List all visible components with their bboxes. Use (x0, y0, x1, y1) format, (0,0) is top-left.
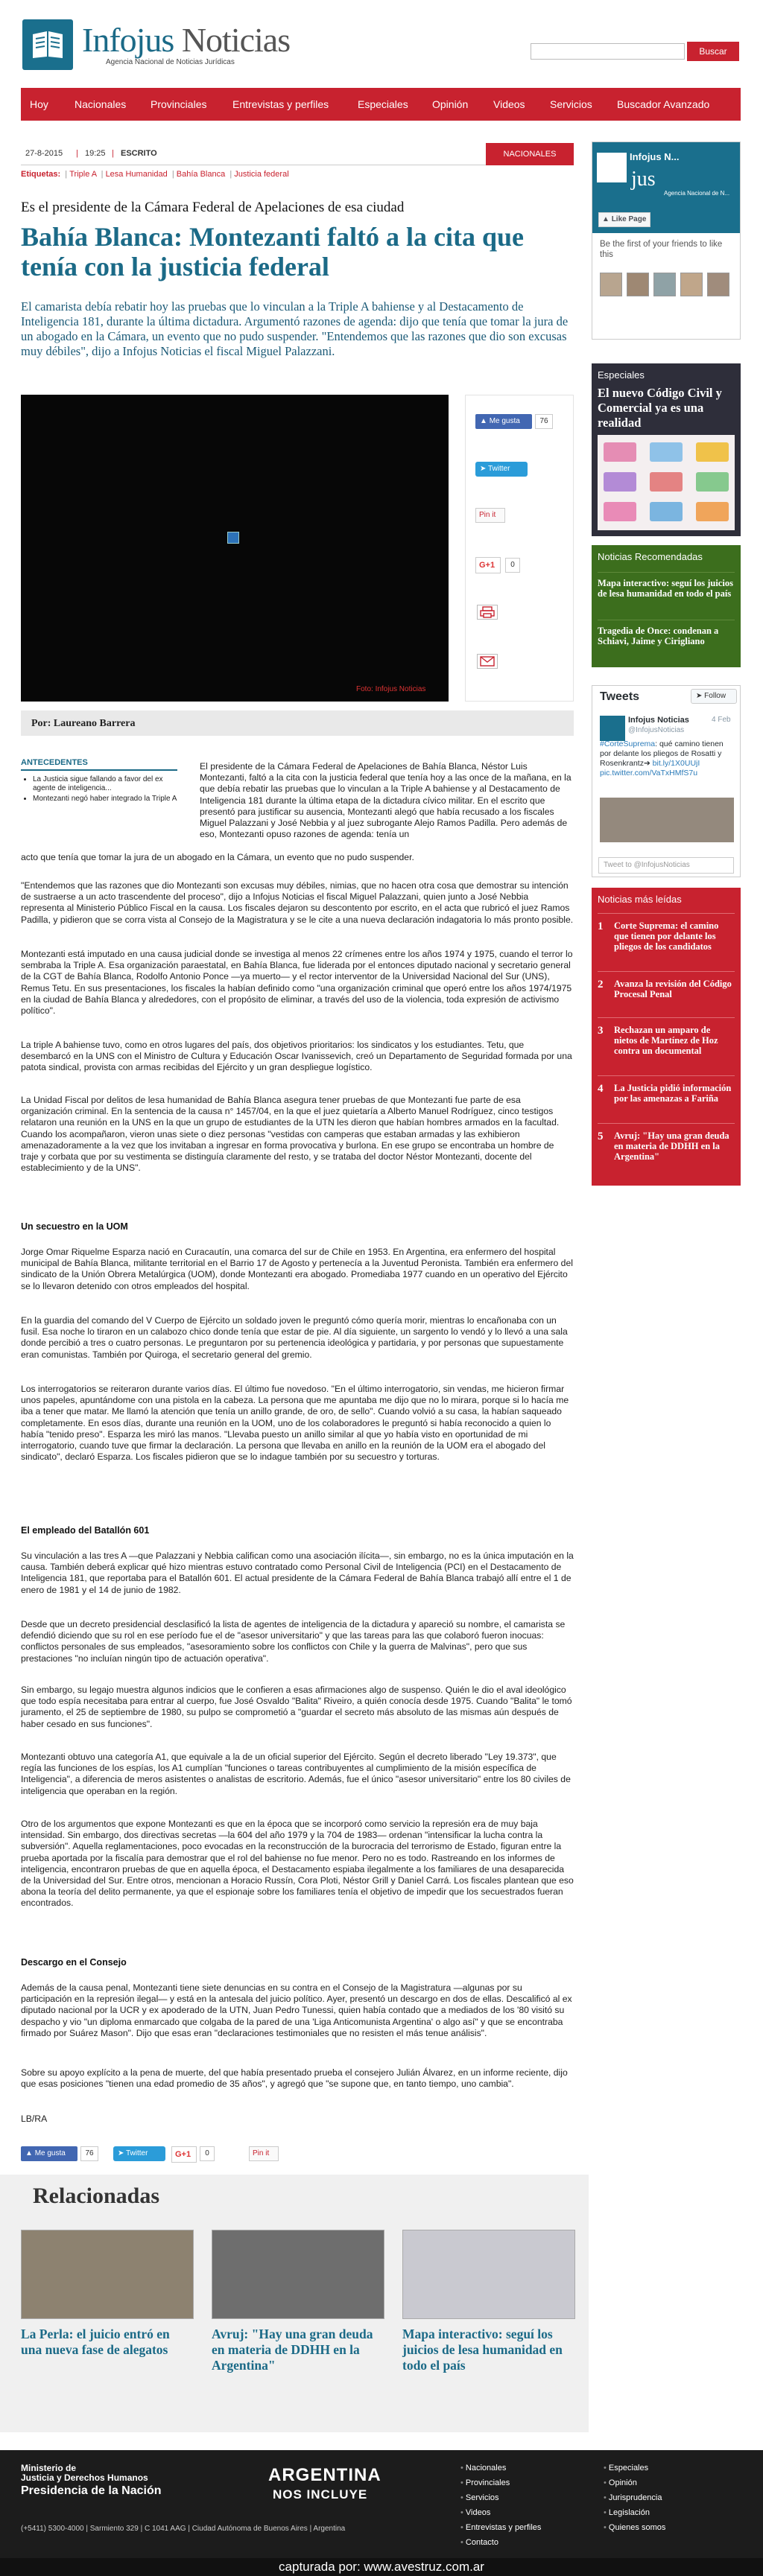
article-date: 27-8-2015 (25, 149, 63, 158)
avatar[interactable] (627, 273, 649, 296)
mas-leida-item[interactable]: 4 La Justicia pidió información por las amenazas a Fariña (598, 1083, 732, 1104)
related-card[interactable] (212, 2230, 384, 2373)
paragraph: Sin embargo, su legajo muestra algunos indicios que le confieren a esas afirmaciones algo de suspenso. Quién le dio el aval ideológico que todo espía necesitaba para entrar al cuerpo, fue José Osvaldo "Balita" Riveiro, a quién conocía desde 1975. Cuando "Balita" le tomó juramento, el 25 de septiembre de 1980, su pulpo se comprometió a "guardar el secreto más absoluto de las mismas aún después de haber cesado en sus funciones". (21, 1685, 572, 1729)
paragraph: Montezanti obtuvo una categoría A1, que equivale a la de un oficial superior del Ejército. Según el decreto liberado "Ley 19.373", que regía las funciones de los espías, los A1 cumplían "funciones o tareas contribuyentes al cumplimiento de la misión específica de Inteligencia", a diferencia de meros asistentes o analistas de escritorio. Además, fue el único "asesor universitario" entre los 80 civiles de inteligencia que operaban en la región. (21, 1752, 571, 1796)
pinterest-button[interactable]: Pin it (475, 508, 505, 523)
related-image[interactable] (212, 2230, 384, 2319)
article-time: 19:25 (85, 149, 106, 158)
paragraph: En la guardia del comando del V Cuerpo de Ejército un soldado joven le preguntó cómo quería morir, mientras lo encañonaba con un fusil. Esa noche lo tiraron en un calabozo chico donde tenía que estar de pie. Al día siguiente, un sargento lo vendó y lo llevó a una sala donde percibió a tres o cuatro personas. Le preguntaron por su pertenencia ideológica y partidaria, y por personas que supuestamente eran comunistas. También por Quiroga, el secretario general del gremio. (21, 1315, 568, 1360)
footer-link[interactable]: • Videos (460, 2508, 491, 2517)
recomendada-link[interactable]: Mapa interactivo: seguí los juicios de lesa humanidad en todo el país (598, 578, 733, 599)
avatar[interactable] (600, 273, 622, 296)
article-meta: 27-8-2015 | 19:25 | ESCRITO (21, 146, 574, 165)
twitter-button[interactable]: ➤ Twitter (113, 2146, 165, 2161)
tag-justicia[interactable]: Justicia federal (234, 170, 289, 179)
facebook-like-button[interactable]: ▲ Me gusta (21, 2146, 77, 2161)
mas-leida-item[interactable]: 1 Corte Suprema: el camino que tienen por delante los pliegos de los candidatos (598, 920, 719, 952)
mas-leida-item[interactable]: 3 Rechazan un amparo de nietos de Martínez de Hoz contra un documental (598, 1025, 718, 1056)
related-title[interactable]: Avruj: "Hay una gran deuda en materia de DDHH en la Argentina" (212, 2327, 373, 2373)
search-input[interactable] (531, 43, 685, 60)
article-kicker: Es el presidente de la Cámara Federal de Apelaciones de esa ciudad (21, 200, 405, 215)
especiales-illustration[interactable] (598, 435, 735, 530)
photo-caption: Foto: Infojus Noticias (356, 685, 426, 693)
twitter-widget (592, 685, 741, 877)
ministry-presidencia: Presidencia de la Nación (21, 2484, 162, 2497)
tweet-handle[interactable]: @InfojusNoticias (628, 726, 685, 734)
avatar[interactable] (707, 273, 729, 296)
footer-link[interactable]: • Quienes somos (604, 2523, 666, 2532)
facebook-like-page-button[interactable]: ▲ Like Page (598, 212, 650, 227)
email-icon[interactable] (477, 654, 498, 669)
related-image[interactable] (21, 2230, 194, 2319)
tweet-compose-input[interactable]: Tweet to @InfojusNoticias (598, 857, 734, 874)
paragraph: Los interrogatorios se reiteraron durante varios días. El último fue novedoso. "En el último interrogatorio, sin vendas, me hicieron firmar unos papeles, apuntándome con una pistola en la cabeza. La persona que me apuntaba me dijo que no lo mirara, porque si lo hacía me iba a tener que matar. Me llamó la atención que tenía un anillo grande, de oro, de sello". Cuando volvió a su casa, la habían saqueado completamente. En esos días, durante una reunión en la UOM, uno de los colaboradores le preguntó si había reconocido a quien lo había "tenido preso". Esparza les miró las manos. "Llevaba puesto un anillo similar al que yo había visto en oportunidad de mi interrogatorio, cuando tuve que firmar la declaración. La persona que llevaba en anillo en la reunión de la UOM era el abogado del sindicato", declaró Esparza. Los fiscales pidieron que se lo indague también por su secuestro y torturas. (21, 1384, 569, 1463)
twitter-follow-button[interactable]: ➤ Follow (691, 689, 737, 704)
avatar[interactable] (653, 273, 676, 296)
gplus-count: 0 (505, 558, 520, 573)
footer-link[interactable]: • Nacionales (460, 2464, 507, 2472)
antecedente-link[interactable]: • La Justicia sigue fallando a favor del ex agente de inteligencia... (33, 775, 177, 793)
nav-buscador[interactable]: Buscador Avanzado (617, 98, 710, 110)
logo-subtitle: Agencia Nacional de Noticias Jurídicas (106, 58, 235, 66)
antecedente-link[interactable]: • Montezanti negó haber integrado la Triple A (33, 795, 177, 804)
paragraph: Desde que un decreto presidencial desclasificó la lista de agentes de inteligencia de la dictadura y apareció su nombre, el camarista se defendió diciendo que su rol en ese período fue el de "asesor universitario" y que las tareas para las que colaboró fueron inocuas: conflictos personales de sus empleados, "asesoramiento sobre los conflictos con Chile y la guerra de Malvinas", pero que sus prestaciones "no incluían ningún tipo de actuación operativa". (21, 1619, 566, 1664)
facebook-cover-subtitle: Agencia Nacional de N... (664, 190, 730, 197)
footer-address: (+5411) 5300-4000 | Sarmiento 329 | C 1041 AAG | Ciudad Autónoma de Buenos Aires | Argentina (21, 2525, 346, 2533)
paragraph: Montezanti está imputado en una causa judicial donde se investiga al menos 22 crímenes entre los años 1974 y 1975, cuando el terror lo sembraba la Triple A. Esa organización paraestatal, en Bahía Blanca, fue liderada por el entonces diputado nacional y secretario general de la CGT de Bahía Blanca, Rodolfo Antonio Ponce —ya muerto— y el rector interventor de la Universidad Nacional del Sur (UNS), Remus Tetu. En sus presentaciones, los fiscales la habían definido como "una organización criminal que operó entre los años 1974/1975 en la ciudad de Bahía Blanca y alrededores, con el propósito de eliminar, a través del uso de la violencia, toda expresión de activismo político". (21, 949, 573, 1017)
related-card[interactable] (402, 2230, 575, 2373)
article-title: Bahía Blanca: Montezanti faltó a la cita que tenía con la justicia federal (21, 222, 524, 282)
facebook-widget (592, 141, 741, 340)
avatar[interactable] (680, 273, 703, 296)
print-icon[interactable] (477, 605, 498, 620)
especiales-heading: Especiales (598, 369, 645, 381)
related-card[interactable] (21, 2230, 194, 2358)
tags-line: Etiquetas: | Triple A | Lesa Humanidad | Bahía Blanca | Justicia federal (21, 170, 289, 179)
tag-bahia[interactable]: Bahía Blanca (176, 170, 226, 179)
site-logo[interactable] (22, 19, 291, 71)
tag-lesa[interactable]: Lesa Humanidad (105, 170, 168, 179)
tweet-image[interactable] (600, 798, 734, 842)
nav-entrevistas[interactable]: Entrevistas y perfiles (232, 98, 329, 110)
mas-leidas-widget (592, 888, 741, 1186)
footer-link[interactable]: • Servicios (460, 2493, 499, 2502)
paragraph: "Entendemos que las razones que dio Montezanti son excusas muy débiles, nimias, que no hacen otra cosa que demostrar su intención de sustraerse a un acto trascendente del proceso", dijo a Infojus Noticias el fiscal Miguel Palazzani, quien junto a José Nebbia representa al Ministerio Público Fiscal en la causa. Los fiscales dejaron su descontento por escrito, en el acta que rubricó el juez Ramos Padilla, y pidieron que se corra vista al Consejo de la Magistratura y se le cite a una nueva declaración indagatoria lo más pronto posible. (21, 880, 574, 925)
footer-link[interactable]: • Legislación (604, 2508, 650, 2517)
facebook-cover-text: jus (631, 168, 656, 191)
byline: Por: Laureano Barrera (21, 710, 574, 736)
paragraph: acto que tenía que tomar la jura de un abogado en la Cámara, un evento que no pudo suspender. (21, 852, 414, 862)
section-tab-nacionales[interactable]: NACIONALES (486, 143, 574, 165)
facebook-like-count: 76 (535, 414, 553, 429)
footer-link[interactable]: • Contacto (460, 2538, 498, 2547)
video-player[interactable] (21, 395, 449, 702)
paragraph: Su vinculación a las tres A —que Palazzani y Nebbia califican como una asociación ilícita—, sin embargo, no es la única imputación en la causa. También deberá explicar qué hizo mientras estuvo contratado como Personal Civil de Inteligencia (PCI) en el Destacamento de Inteligencia 181, que reportaba para el Batallón 601. El actual presidente de la Cámara Federal de Bahía Blanca trabajó allí entre el 1 de enero de 1981 y el 14 de junio de 1982. (21, 1551, 574, 1595)
paragraph: El presidente de la Cámara Federal de Apelaciones de Bahía Blanca, Néstor Luis Montezanti, faltó a la cita con la justicia federal que tenía hoy a las once de la mañana, en la que debía rebatir las pruebas que lo vinculan a la Triple A bahiense y al Destacamento de Inteligencia 181 durante la última etapa de la dictadura cívico militar. En el escrito que presentó para justificar su ausencia, Montezanti alegó que había recusado a los fiscales Miguel Palazzani y José Nebbia y al juez subrogante Alejo Ramos Padilla. Pero además de eso, Montezanti opuso razones de agenda: tenía un (200, 761, 572, 840)
paragraph: Otro de los argumentos que expone Montezanti es que en la época que se incorporó como servicio la represión era de muy baja intensidad. Sin embargo, dos directivas secretas —la 604 del año 1979 y la 704 de 1983— ordenan "intensificar la lucha contra la subversión". Aquella reglamentaciones, poco evocadas en la reconstrucción de la burocracia del terrorismo de Estado, figuran entre la prueba aportada por la fiscalía para demostrar que el rol del bahiense no fue menor. Pero no es todo. Rastreando en los informes de inteligencia, encontraron pruebas de que en aquella época, el Destacamento espiaba ilegalmente a los familiares de una desaparecida de la Universidad del Sur. Entre otros, mencionan a Horacio Russín, Cora Ploti, Néstor Grill y Daniel Carrá. Los fiscales plantean que eso abona la teoría del delito permanente, ya que el espionaje sobre los familiares tenía el objetivo de impedir que los secuestrados fueran encontrados. (21, 1819, 574, 1909)
bottom-share-bar (21, 2146, 574, 2163)
footer-link[interactable]: • Especiales (604, 2464, 649, 2472)
search-button[interactable]: Buscar (687, 42, 739, 61)
nav-servicios[interactable]: Servicios (550, 98, 592, 110)
facebook-like-button[interactable]: ▲ Me gusta (475, 414, 532, 429)
argentina-logo-sub: NOS INCLUYE (273, 2487, 368, 2502)
pinterest-button[interactable]: Pin it (249, 2146, 279, 2161)
argentina-logo: ARGENTINA (268, 2465, 382, 2485)
logo-wordmark: Infojus Noticias (82, 21, 291, 59)
paragraph: Sobre su apoyo explícito a la pena de muerte, del que había presentado prueba el consejero Julián Álvarez, en un informe reciente, dijo que esas posiciones "tienen una edad promedio de 35 años", y agregó que "se supone que, en tanto tiempo, uno cambia". (21, 2067, 568, 2090)
tag-triple-a[interactable]: Triple A (69, 170, 97, 179)
footer-link[interactable]: • Jurisprudencia (604, 2493, 662, 2502)
facebook-page-name[interactable]: Infojus N... (630, 151, 680, 162)
paragraph: Jorge Omar Riquelme Esparza nació en Curacautín, una comarca del sur de Chile en 1953. En Argentina, era enfermero del hospital municipal de Bahía Blanca, militante territorial en el Barrio 17 de Agosto y pertenecía a la Juventud Peronista. También era enfermero del sindicato de la Unión Obrera Metalúrgica (UOM), donde Montezanti era abogado. Promediaba 1977 cuando en un operativo del Ejército se lo llevaron detenido con otros empleados del hospital. (21, 1247, 573, 1291)
footer-link[interactable]: • Provinciales (460, 2478, 510, 2487)
related-heading: Relacionadas (33, 2184, 160, 2208)
article-type: ESCRITO (121, 149, 157, 158)
recomendadas-heading: Noticias Recomendadas (598, 551, 703, 562)
nav-provinciales[interactable]: Provinciales (151, 98, 207, 110)
footer-link[interactable]: • Opinión (604, 2478, 637, 2487)
site-footer (0, 2450, 763, 2558)
subheading: El empleado del Batallón 601 (21, 1525, 150, 1536)
recomendada-link[interactable]: Tragedia de Once: condenan a Schiavi, Jaime y Cirigliano (598, 626, 719, 646)
paragraph: La triple A bahiense tuvo, como en otros lugares del país, dos objetivos prioritarios: los sindicatos y los estudiantes. Tetu, que desembarcó en la UNS con el Ministro de Cultura y Educación Oscar Ivanissevich, creó un Departamento de Seguridad formada por una patota sindical, provista con armas recibidas del Ejército y un gran despliegue logístico. (21, 1040, 572, 1073)
gplus-button[interactable]: G+1 (475, 557, 501, 573)
nav-nacionales[interactable]: Nacionales (75, 98, 127, 110)
related-title[interactable]: Mapa interactivo: seguí los juicios de lesa humanidad en todo el país (402, 2327, 563, 2373)
gplus-count: 0 (200, 2146, 215, 2161)
capture-watermark: capturada por: www.avestruz.com.ar (0, 2558, 763, 2576)
logo-book-icon (22, 19, 73, 70)
recomendadas-widget (592, 545, 741, 667)
especiales-widget (592, 363, 741, 536)
tweet-date[interactable]: 4 Feb (712, 716, 731, 724)
subheading: Un secuestro en la UOM (21, 1221, 128, 1232)
site-header (0, 0, 763, 82)
tweets-heading: Tweets (600, 690, 640, 703)
article-signature: LB/RA (21, 2114, 48, 2124)
ministry-logo[interactable]: Ministerio de Justicia y Derechos Humanos (21, 2463, 148, 2483)
tweet-text: #CorteSuprema: qué camino tienen por delante los pliegos de Rosatti y Rosenkrantz➔ bit.ly/1X0UUjI pic.twitter.com/VaTxHMfS7u (600, 740, 724, 777)
facebook-page-avatar[interactable] (597, 153, 627, 182)
mas-leida-item[interactable]: 2 Avanza la revisión del Código Procesal Penal (598, 979, 732, 999)
related-map-image[interactable] (402, 2230, 575, 2319)
facebook-friends-text: Be the first of your friends to like this (600, 240, 723, 259)
article-lead: El camarista debía rebatir hoy las pruebas que lo vinculan a la Triple A bahiense y al Destacamento de Inteligencia 181, durante la última dictadura. Argumentó razones de agenda: dijo que tenía que tomar la jura de un abogado en la Cámara, un evento que no pudo suspender. "Entendemos que las razones que dio son excusas muy débiles", dijo a Infojus Noticias el fiscal Miguel Palazzani. (21, 299, 569, 358)
facebook-faces (600, 273, 734, 302)
paragraph: Además de la causa penal, Montezanti tiene siete denuncias en su contra en el Consejo de la Magistratura —algunas por su participación en la represión ilegal— y está en la antesala del juicio político. Ayer, presentó un descargo en dos de ellas. Descalificó al ex diputado nacional por la UCR y ex apoderado de la UTN, Juan Pedro Tunessi, quien había contado que a mediados de los '80 visitó su despacho y vio "un diploma enmarcado que colgaba de la pared de una 'Liga Anticomunista Argentina' o algo así" y que se encontraba firmado por Suárez Mason". Dijo que esas eran "declaraciones testimoniales que no resisten el más tenue análisis". (21, 1982, 572, 2038)
nav-opinion[interactable]: Opinión (432, 98, 469, 110)
antecedentes-box (21, 758, 177, 804)
especiales-title[interactable]: El nuevo Código Civil y Comercial ya es una realidad (598, 386, 722, 430)
play-icon[interactable] (227, 532, 239, 544)
nav-videos[interactable]: Videos (493, 98, 525, 110)
gplus-button[interactable]: G+1 (171, 2146, 197, 2163)
tweet-author[interactable]: Infojus Noticias (628, 716, 689, 725)
antecedentes-heading: ANTECEDENTES (21, 758, 177, 771)
mas-leida-item[interactable]: 5 Avruj: "Hay una gran deuda en materia de DDHH en la Argentina" (598, 1130, 729, 1162)
main-nav (21, 88, 741, 121)
tags-label: Etiquetas: (21, 170, 61, 179)
related-title[interactable]: La Perla: el juicio entró en una nueva fase de alegatos (21, 2327, 170, 2357)
subheading: Descargo en el Consejo (21, 1957, 127, 1968)
paragraph: La Unidad Fiscal por delitos de lesa humanidad de Bahía Blanca asegura tener pruebas de que Montezanti fue parte de esa organización criminal. En la sentencia de la causa n° 1457/04, en la que el juez quietaría a Alberto Manuel Rodríguez, cinco testigos relataron una reunión en la UNS en la que un grupo de estudiantes de la UTN les dieron que habían hombres armados en la facultad. Cuando los acompañaron, vieron unas siete o diez personas "vestidas con camperas que estaban armadas y las exhibieron amenazadoramente a la vez que los invitaban a ingresar en forma provocativa y burlona. En ese grupo se encontraba un hombre de traje y corbata que por su vestimenta se distinguía claramente del resto, y se trataba del doctor Néstor Montezanti, docente del establecimiento y de la UNS". (21, 1095, 560, 1174)
twitter-button[interactable]: ➤ Twitter (475, 462, 528, 477)
avatar[interactable] (600, 716, 625, 741)
footer-link[interactable]: • Entrevistas y perfiles (460, 2523, 542, 2532)
mas-leidas-heading: Noticias más leídas (598, 894, 682, 905)
facebook-like-count: 76 (80, 2146, 98, 2161)
nav-especiales[interactable]: Especiales (358, 98, 408, 110)
nav-hoy[interactable]: Hoy (30, 98, 48, 110)
